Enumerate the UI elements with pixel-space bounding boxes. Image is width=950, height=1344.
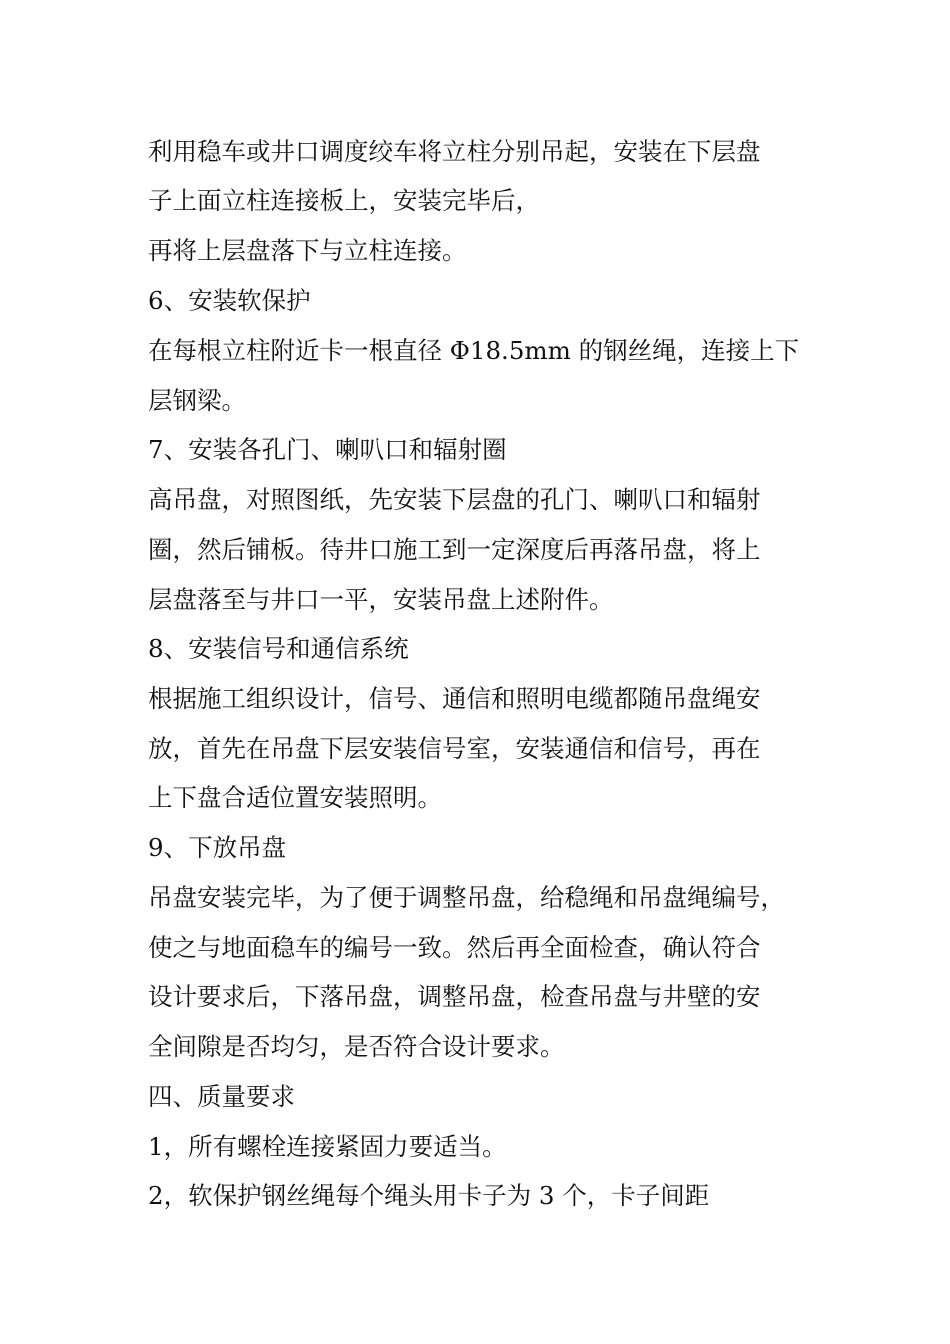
paragraph-line: 层盘落至与井口一平，安装吊盘上述附件。	[148, 585, 614, 614]
section-heading: 7、安装各孔门、喇叭口和辐射圈	[148, 435, 507, 464]
paragraph-line: 再将上层盘落下与立柱连接。	[148, 236, 467, 265]
section-heading: 8、安装信号和通信系统	[148, 634, 409, 663]
paragraph-line: 放，首先在吊盘下层安装信号室，安装通信和信号，再在	[148, 734, 761, 763]
paragraph-line: 使之与地面稳车的编号一致。然后再全面检查，确认符合	[148, 933, 761, 962]
section-heading: 四、质量要求	[148, 1082, 295, 1111]
paragraph-line: 2，软保护钢丝绳每个绳头用卡子为 3 个，卡子间距	[148, 1181, 710, 1210]
paragraph-line: 圈，然后铺板。待井口施工到一定深度后再落吊盘，将上	[148, 535, 761, 564]
section-heading: 6、安装软保护	[148, 286, 311, 315]
paragraph-line: 吊盘安装完毕，为了便于调整吊盘，给稳绳和吊盘绳编号，	[148, 883, 785, 912]
paragraph-line: 在每根立柱附近卡一根直径 Φ18.5mm 的钢丝绳，连接上下	[148, 336, 800, 365]
paragraph-line: 利用稳车或井口调度绞车将立柱分别吊起，安装在下层盘	[148, 137, 761, 166]
section-heading: 9、下放吊盘	[148, 833, 287, 862]
paragraph-line: 层钢梁。	[148, 386, 246, 415]
paragraph-line: 全间隙是否均匀，是否符合设计要求。	[148, 1032, 565, 1061]
paragraph-line: 子上面立柱连接板上，安装完毕后，	[148, 186, 540, 215]
paragraph-line: 上下盘合适位置安装照明。	[148, 783, 442, 812]
paragraph-line: 高吊盘，对照图纸，先安装下层盘的孔门、喇叭口和辐射	[148, 485, 761, 514]
paragraph-line: 1，所有螺栓连接紧固力要适当。	[148, 1132, 507, 1161]
paragraph-line: 根据施工组织设计，信号、通信和照明电缆都随吊盘绳安	[148, 684, 761, 713]
paragraph-line: 设计要求后，下落吊盘，调整吊盘，检查吊盘与井壁的安	[148, 982, 761, 1011]
